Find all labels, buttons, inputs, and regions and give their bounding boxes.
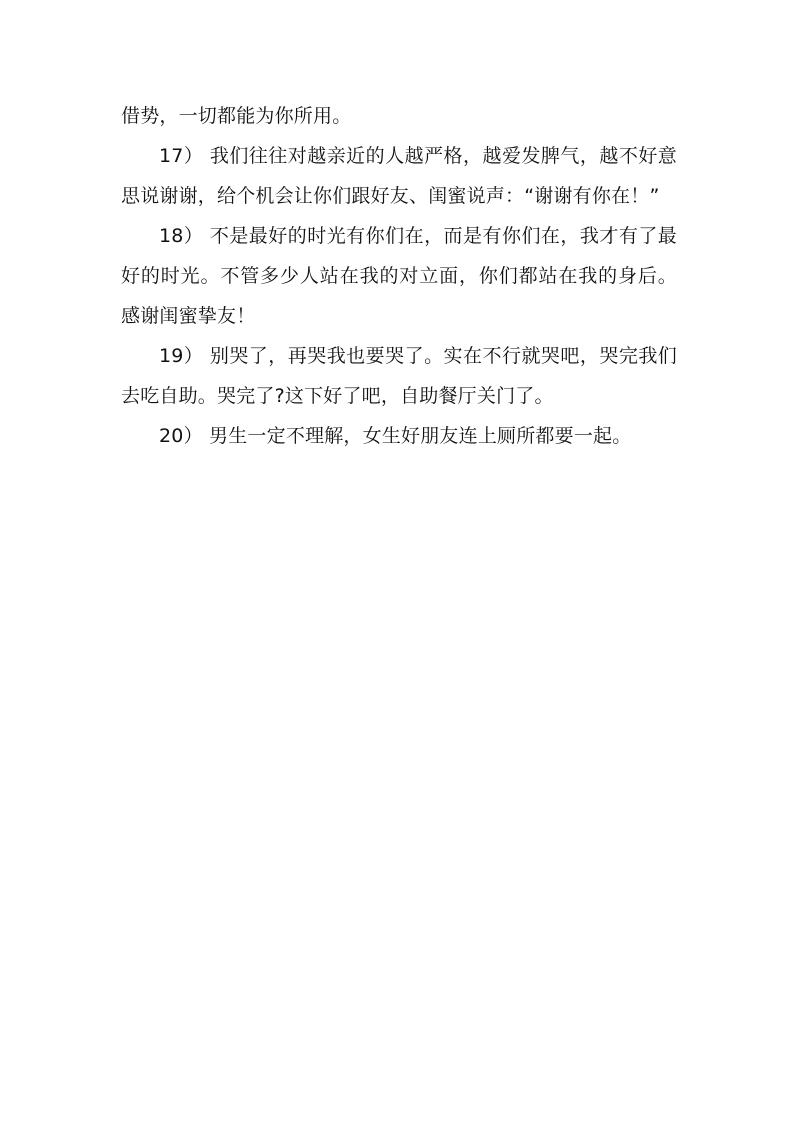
paragraph-item-20: 20） 男生一定不理解，女生好朋友连上厕所都要一起。 — [159, 425, 632, 447]
paragraph-continuation: 借势，一切都能为你所用。 — [121, 105, 352, 127]
paragraph-item-18: 18） 不是最好的时光有你们在，而是有你们在，我才有了最好的时光。不管多少人站在我的对立面，你们都站在我的身后。感谢闺蜜挚友！ — [121, 225, 677, 327]
paragraph-item-17: 17） 我们往往对越亲近的人越严格，越爱发脾气，越不好意思说谢谢，给个机会让你们跟好友、闺蜜说声：“谢谢有你在！” — [121, 145, 677, 207]
document-body — [121, 96, 677, 456]
paragraph-item-19: 19） 别哭了，再哭我也要哭了。实在不行就哭吧，哭完我们去吃自助。哭完了?这下好了吧，自助餐厅关门了。 — [121, 345, 677, 407]
